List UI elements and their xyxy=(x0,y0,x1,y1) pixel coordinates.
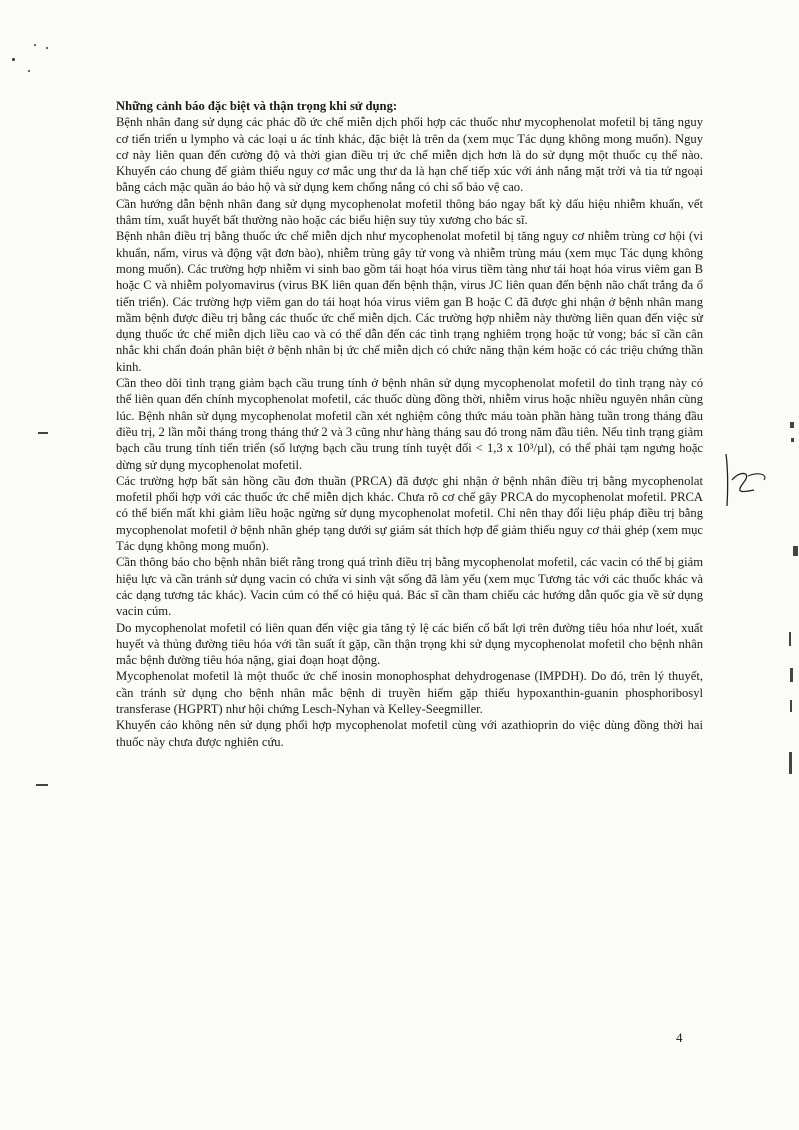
scan-edge-mark xyxy=(793,546,798,556)
scan-speck xyxy=(46,47,48,49)
scan-speck xyxy=(12,58,15,61)
paragraph-prca: Các trường hợp bất sản hồng cầu đơn thuần (PRCA) đã được ghi nhận ở bệnh nhân điều trị bằng mycophenolat mofetil phối hợp với các thuốc ức chế miễn dịch khác. Chưa rõ cơ chế gây PRCA do mycophenolat mofetil. PRCA có thể biến mất khi giảm liều hoặc ngừng sử dụng mycophenolat mofetil. Chỉ nên thay đổi liệu pháp điều trị bằng mycophenolat mofetil ở bệnh nhân ghép tạng dưới sự giám sát thích hợp để giảm thiểu nguy cơ thải ghép (xem mục Tác dụng không mong muốn). xyxy=(116,473,703,554)
paragraph-neutropenia: Cần theo dõi tình trạng giảm bạch cầu trung tính ở bệnh nhân sử dụng mycophenolat mofetil do tình trạng này có thể liên quan đến chính mycophenolat mofetil, các thuốc dùng đồng thời, nhiễm virus hoặc nhiều nguyên nhân cùng lúc. Bệnh nhân sử dụng mycophenolat mofetil cần xét nghiệm công thức máu toàn phần hàng tuần trong tháng đầu điều trị, 2 lần mỗi tháng trong tháng thứ 2 và 3 cũng như hàng tháng sau đó trong năm đầu tiên. Nếu tình trạng giảm bạch cầu trung tính tiến triển (số lượng bạch cầu trung tính tuyệt đối < 1,3 x 10³/µl), có thể phải tạm ngưng hoặc dừng sử dụng mycophenolat mofetil. xyxy=(116,376,703,472)
scan-edge-mark xyxy=(789,632,791,646)
scan-edge-mark xyxy=(791,438,794,442)
scan-speck xyxy=(34,44,36,46)
scan-edge-mark xyxy=(38,432,48,434)
scan-edge-mark xyxy=(790,668,793,682)
scan-edge-mark xyxy=(790,422,794,428)
paragraph-vaccines: Cần thông báo cho bệnh nhân biết rằng trong quá trình điều trị bằng mycophenolat mofetil, các vacin có thể bị giảm hiệu lực và cần tránh sử dụng vacin có chứa vi sinh vật sống đã làm yếu (xem mục Tương tác với các thuốc khác và các dạng tương tác khác). Vacin cúm có thể có hiệu quả. Bác sĩ cần tham chiếu các hướng dẫn quốc gia về sử dụng vacin cúm. xyxy=(116,555,703,619)
paragraph-azathioprin: Khuyến cáo không nên sử dụng phối hợp mycophenolat mofetil cùng với azathioprin do việc dùng đồng thời hai thuốc này chưa được nghiên cứu. xyxy=(116,718,703,749)
paragraph-patient-reporting: Cần hướng dẫn bệnh nhân đang sử dụng mycophenolat mofetil thông báo ngay bất kỳ dấu hiệu nhiễm khuẩn, vết thâm tím, xuất huyết bất thường nào hoặc các biểu hiện suy tủy xương cho bác sĩ. xyxy=(116,196,703,228)
scan-edge-mark xyxy=(36,784,48,786)
paragraph-gastrointestinal: Do mycophenolat mofetil có liên quan đến việc gia tăng tỷ lệ các biến cố bất lợi trên đường tiêu hóa như loét, xuất huyết và thủng đường tiêu hóa với tần suất ít gặp, cần thận trọng khi sử dụng mycophenolat mofetil cho bệnh nhân mắc bệnh đường tiêu hóa nặng, giai đoạn hoạt động. xyxy=(116,620,703,668)
section-heading: Những cảnh báo đặc biệt và thận trọng khi sử dụng: xyxy=(116,99,398,113)
scan-edge-mark xyxy=(790,700,792,712)
scan-speck xyxy=(28,70,30,72)
paragraph-impdh-inhibitor: Mycophenolat mofetil là một thuốc ức chế inosin monophosphat dehydrogenase (IMPDH). Do đó, trên lý thuyết, cần tránh sử dụng cho bệnh nhân mắc bệnh di truyền hiếm gặp thiếu hypoxanthin-guanin phosphoribosyl transferase (HGPRT) như hội chứng Lesch-Nyhan và Kelley-Seegmiller. xyxy=(116,669,703,716)
document-body xyxy=(116,98,703,750)
scan-edge-mark xyxy=(789,752,792,774)
handwritten-initials xyxy=(718,450,778,510)
paragraph-infection-risk: Bệnh nhân điều trị bằng thuốc ức chế miễn dịch như mycophenolat mofetil bị tăng nguy cơ nhiễm trùng cơ hội (vi khuẩn, nấm, virus và động vật đơn bào), nhiễm trùng gây tử vong và nhiễm trùng máu (xem mục Tác dụng không mong muốn). Các trường hợp nhiễm vi sinh bao gồm tái hoạt hóa virus tiềm tàng như tái hoạt hóa virus viêm gan B hoặc C và nhiễm polyomavirus (virus BK liên quan đến bệnh thận, virus JC liên quan đến bệnh não chất trắng đa ổ tiến triển). Các trường hợp viêm gan do tái hoạt hóa virus viêm gan B hoặc C đã được ghi nhận ở bệnh nhân mang mầm bệnh được điều trị bằng các thuốc ức chế miễn dịch. Các trường hợp nhiễm này thường liên quan đến việc sử dụng thuốc ức chế miễn dịch liều cao và có thể dẫn đến các tình trạng nghiêm trọng hoặc tử vong; bác sĩ cần cân nhắc khi chẩn đoán phân biệt ở bệnh nhân bị ức chế miễn dịch có chức năng thận kém hoặc có các triệu chứng thần kinh. xyxy=(116,229,703,374)
page-number: 4 xyxy=(676,1030,683,1045)
paragraph-malignancy-risk: Bệnh nhân đang sử dụng các phác đồ ức chế miễn dịch phối hợp các thuốc như mycophenolat mofetil bị tăng nguy cơ tiến triển u lympho và các loại u ác tính khác, đặc biệt là trên da (xem mục Tác dụng không mong muốn). Nguy cơ này liên quan đến cường độ và thời gian điều trị ức chế miễn dịch hơn là do sử dụng một thuốc cụ thể nào. Khuyến cáo chung để giảm thiểu nguy cơ mắc ung thư da là hạn chế tiếp xúc với ánh nắng mặt trời và tia tử ngoại bằng cách mặc quần áo bảo hộ và sử dụng kem chống nắng có chỉ số bảo vệ cao. xyxy=(116,115,703,195)
